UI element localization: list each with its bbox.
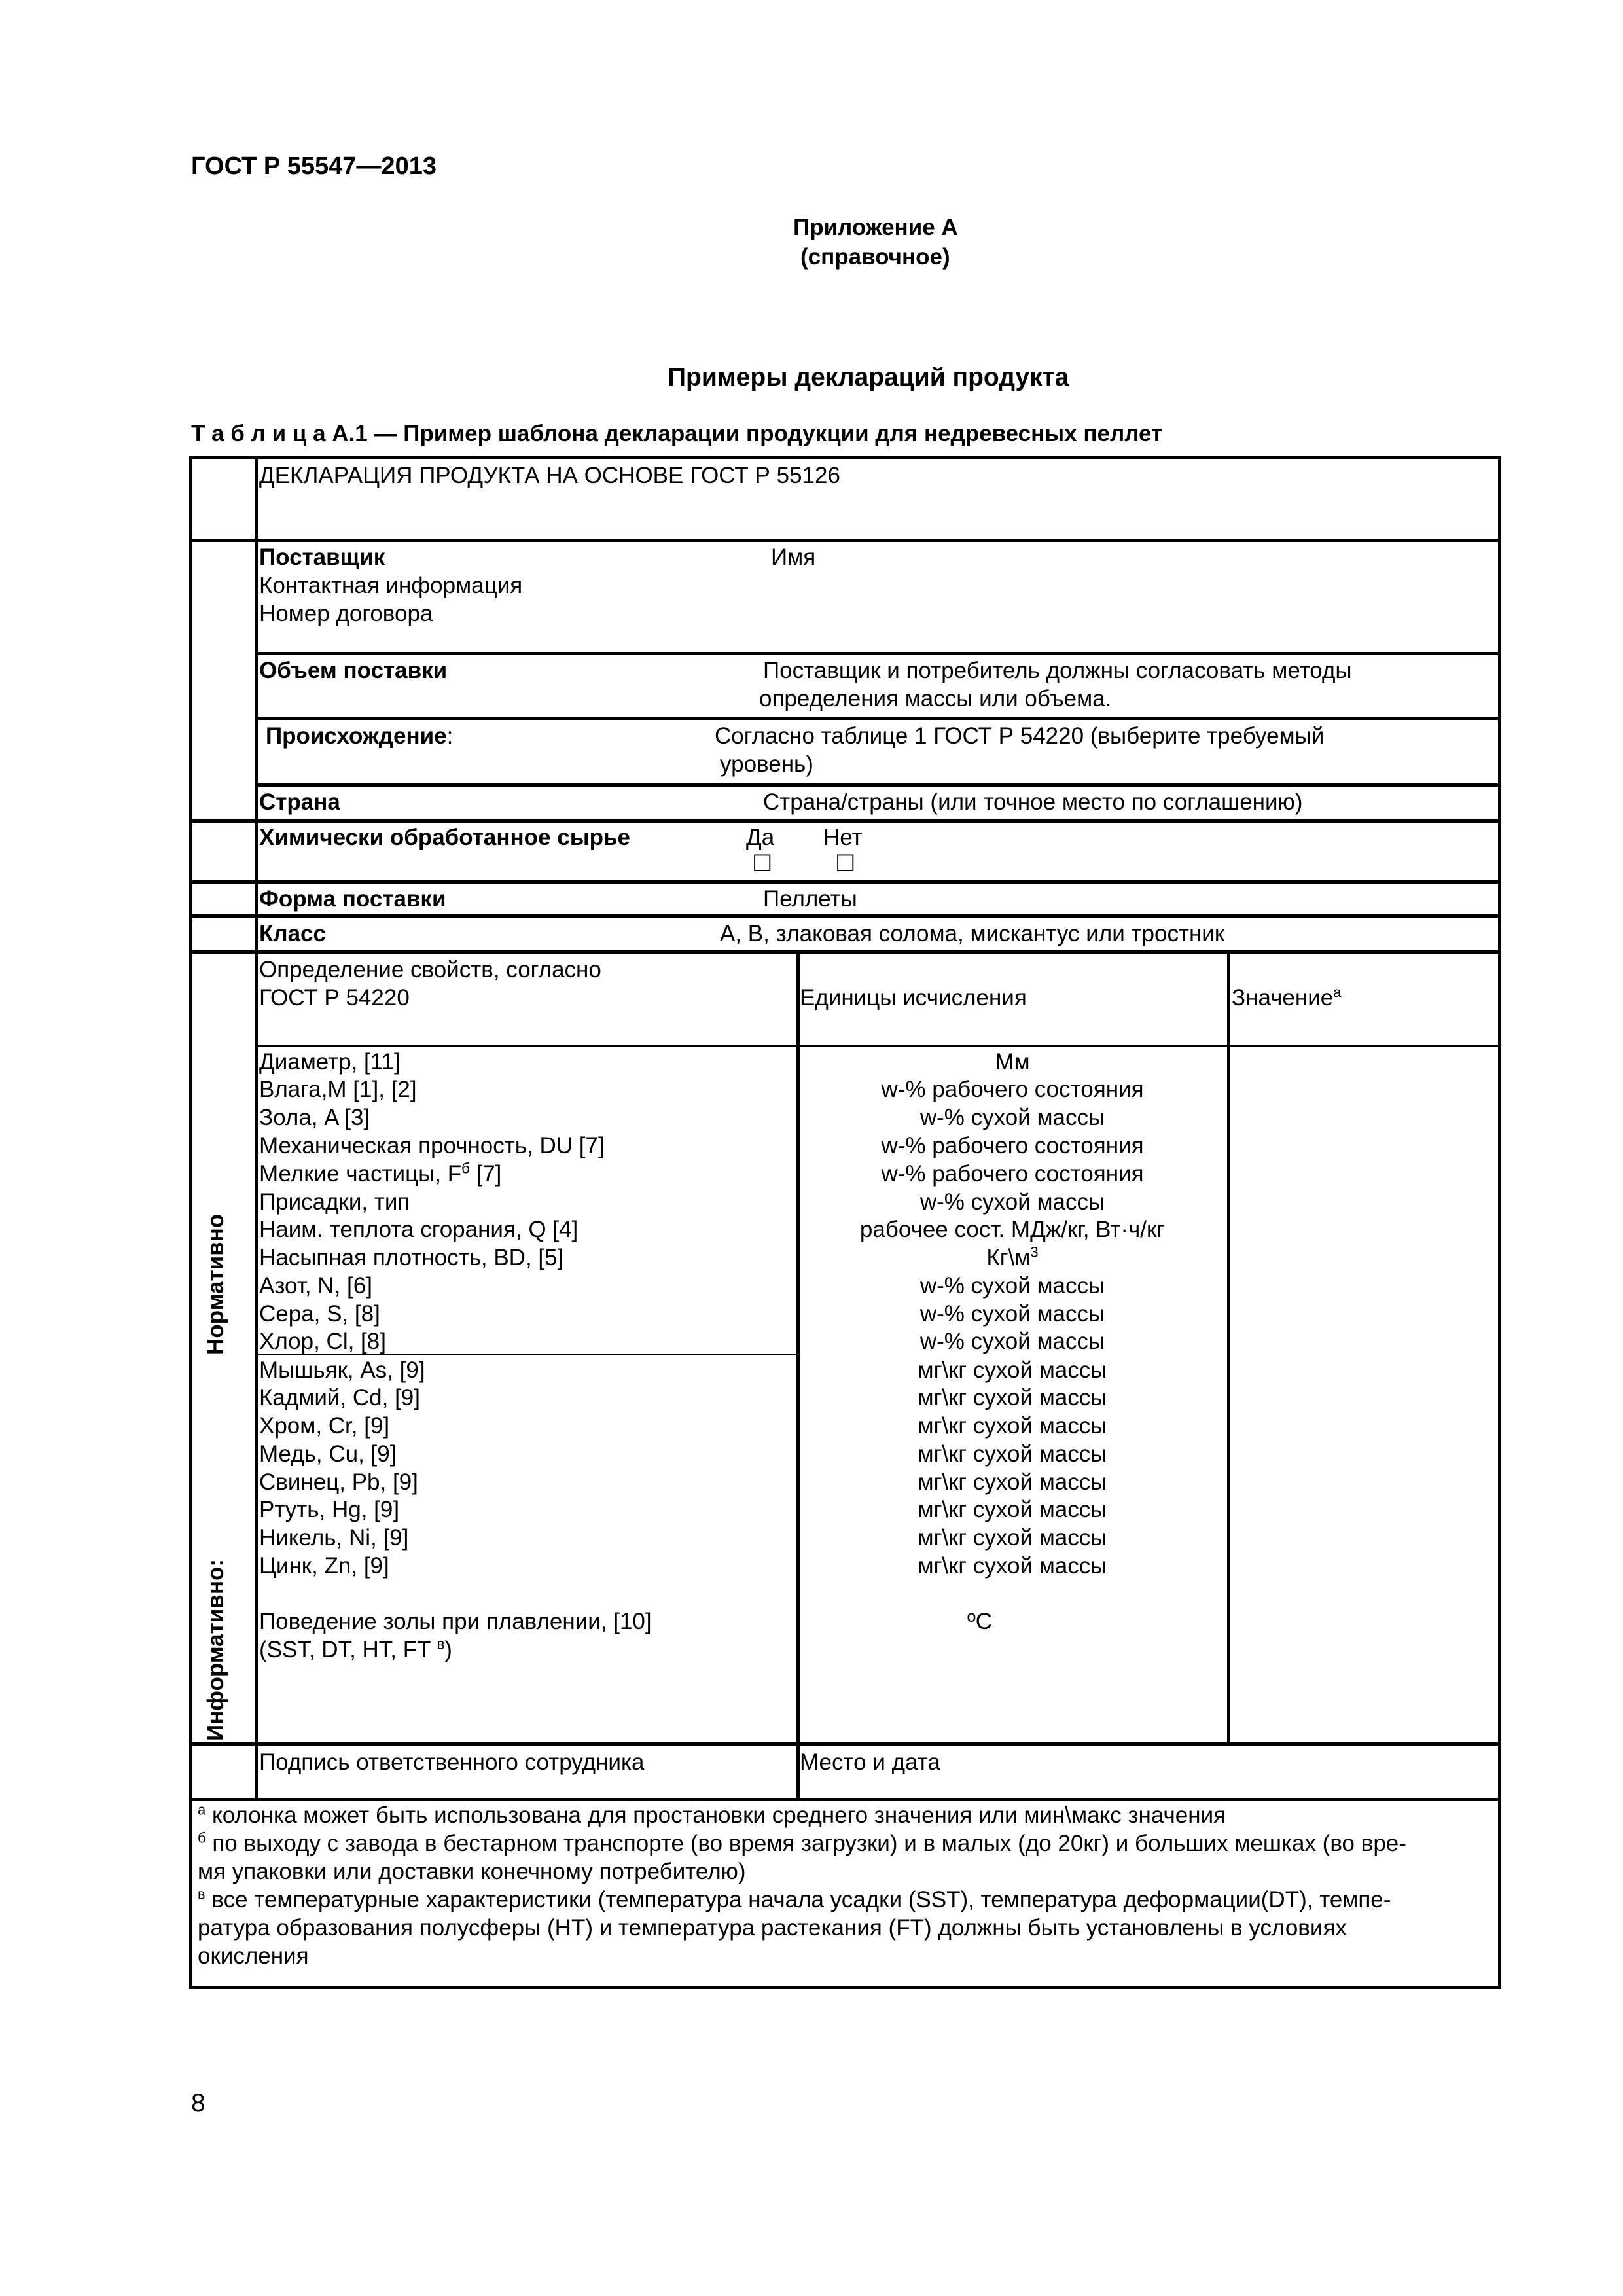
ash-melting-line2 (259, 1636, 452, 1664)
chemical-label: Химически обработанное сырье (259, 825, 630, 850)
properties-header-line2: ГОСТ Р 54220 (259, 985, 410, 1011)
informative-label: Информативно: (203, 1558, 228, 1741)
chemical-yes-checkbox[interactable]: ☐ (752, 851, 773, 876)
row-line (256, 1045, 1500, 1047)
supplier-label: Поставщик (259, 545, 385, 570)
form-label: Форма поставки (259, 886, 446, 912)
prop-fines-text: Мелкие частицы, F (259, 1161, 462, 1187)
unit-bulk-density (800, 1244, 1225, 1272)
unit-calorific: рабочее сост. МДж/кг, Вт·ч/кг (859, 1217, 1166, 1242)
unit-lead: мг\кг сухой массы (918, 1469, 1107, 1495)
prop-nitrogen: Азот, N, [6] (259, 1273, 372, 1299)
prop-zinc: Цинк, Zn, [9] (259, 1553, 389, 1579)
origin-value-line1: Согласно таблице 1 ГОСТ Р 54220 (выберите требуемый (715, 723, 1325, 749)
supplier-name-label: Имя (771, 545, 816, 570)
prop-chlorine: Хлор, Cl, [8] (259, 1329, 386, 1354)
ash-melting-line1: Поведение золы при плавлении, [10] (259, 1609, 652, 1634)
row-line (189, 819, 1501, 823)
value-header-sup: а (1333, 984, 1342, 1001)
row-line (189, 1742, 1501, 1746)
unit-sulfur: w-% сухой массы (919, 1301, 1105, 1327)
footnote-b-text: по выходу с завода в бестарном транспорте (во время загрузки) и в малых (до 20кг) и больших мешках (во вре- (212, 1831, 1406, 1856)
units-header: Единицы исчисления (800, 985, 1027, 1011)
unit-bulk-density-sup: 3 (1030, 1244, 1039, 1261)
footnote-c-text: все температурные характеристики (температура начала усадки (SST), температура деформации(DT), темпе- (211, 1887, 1391, 1912)
prop-fines-tail: [7] (469, 1161, 502, 1187)
normative-label: Нормативно (203, 1213, 228, 1355)
class-label: Класс (259, 921, 326, 946)
country-value: Страна/страны (или точное место по соглашению) (763, 789, 1303, 815)
origin-label: Происхождение (266, 723, 447, 749)
footnote-c-mark: в (198, 1886, 205, 1903)
prop-nickel: Никель, Ni, [9] (259, 1525, 409, 1551)
value-header-text: Значение (1232, 985, 1334, 1011)
place-date-label: Место и дата (800, 1749, 940, 1775)
footnote-c-line2: ратура образования полусферы (HT) и температура растекания (FT) должны быть установлены в условиях (198, 1915, 1347, 1941)
origin-label-wrap (266, 722, 453, 750)
row-line (189, 950, 1501, 954)
section-title: Примеры деклараций продукта (668, 363, 1069, 391)
prop-durability: Механическая прочность, DU [7] (259, 1133, 605, 1158)
ash-melting-tail: ) (444, 1637, 452, 1662)
table-caption-text: А.1 — Пример шаблона декларации продукции для недревесных пеллет (332, 421, 1163, 446)
properties-header-line1: Определение свойств, согласно (259, 957, 601, 982)
column-line (1227, 952, 1230, 1744)
table-caption-prefix: Т а б л и ц а (191, 421, 326, 446)
declaration-title: ДЕКЛАРАЦИЯ ПРОДУКТА НА ОСНОВЕ ГОСТ Р 55126 (259, 463, 840, 488)
chemical-no-label: Нет (823, 825, 863, 850)
volume-value-line2: определения массы или объема. (759, 686, 1112, 711)
unit-mercury: мг\кг сухой массы (918, 1497, 1107, 1522)
document-code: ГОСТ Р 55547—2013 (191, 152, 437, 180)
footnote-c-line3: окисления (198, 1943, 309, 1969)
unit-ash-melting: ºC (967, 1609, 993, 1634)
footnote-b-line2: мя упаковки или доставки конечному потребителю) (198, 1859, 746, 1884)
prop-lead: Свинец, Pb, [9] (259, 1469, 418, 1495)
volume-value-line1: Поставщик и потребитель должны согласовать методы (763, 658, 1352, 683)
row-line (189, 539, 1501, 542)
unit-moisture: w-% рабочего состояния (881, 1077, 1144, 1102)
chemical-no-checkbox[interactable]: ☐ (835, 851, 856, 876)
ash-melting-sup: в (437, 1636, 445, 1653)
prop-mercury: Ртуть, Hg, [9] (259, 1497, 400, 1522)
footnote-c-line1 (198, 1886, 1391, 1914)
volume-label: Объем поставки (259, 658, 448, 683)
unit-chlorine: w-% сухой массы (919, 1329, 1105, 1354)
footnote-a (198, 1801, 1226, 1829)
unit-durability: w-% рабочего состояния (881, 1133, 1144, 1158)
unit-nitrogen: w-% сухой массы (919, 1273, 1105, 1299)
signature-label: Подпись ответственного сотрудника (259, 1749, 645, 1775)
origin-colon: : (446, 723, 454, 749)
unit-fines: w-% рабочего состояния (881, 1161, 1144, 1187)
footnote-b-mark: б (198, 1829, 206, 1846)
prop-calorific: Наим. теплота сгорания, Q [4] (259, 1217, 579, 1242)
appendix-subtitle: (справочное) (800, 244, 950, 270)
table-border-right (1498, 456, 1501, 1989)
unit-zinc: мг\кг сухой массы (918, 1553, 1107, 1579)
row-line (256, 783, 1501, 787)
unit-chromium: мг\кг сухой массы (918, 1413, 1107, 1439)
prop-sulfur: Сера, S, [8] (259, 1301, 380, 1327)
footnote-a-mark: а (198, 1801, 206, 1818)
side-column-divider (255, 456, 258, 1801)
prop-moisture: Влага,M [1], [2] (259, 1077, 417, 1102)
prop-bulk-density: Насыпная плотность, BD, [5] (259, 1245, 564, 1270)
footnote-a-text: колонка может быть использована для простановки среднего значения или мин\макс значения (211, 1803, 1226, 1828)
unit-diameter: Мм (995, 1049, 1030, 1075)
unit-additives: w-% сухой массы (919, 1189, 1105, 1215)
row-line (189, 880, 1501, 884)
unit-arsenic: мг\кг сухой массы (918, 1357, 1107, 1383)
prop-additives: Присадки, тип (259, 1189, 410, 1215)
prop-arsenic: Мышьяк, As, [9] (259, 1357, 425, 1383)
unit-nickel: мг\кг сухой массы (918, 1525, 1107, 1551)
origin-value-line2: уровень) (720, 751, 813, 777)
page-number: 8 (191, 2089, 205, 2117)
appendix-title: Приложение А (793, 215, 958, 240)
footnote-b-line1 (198, 1829, 1406, 1857)
row-line (189, 914, 1501, 918)
table-border-top (189, 456, 1501, 459)
prop-ash: Зола, A [3] (259, 1105, 370, 1130)
table-border-left (189, 456, 192, 1989)
supplier-contact: Контактная информация (259, 573, 523, 598)
form-value: Пеллеты (763, 886, 857, 912)
ash-melting-line2-text: (SST, DT, HT, FT (259, 1637, 437, 1662)
prop-chromium: Хром, Cr, [9] (259, 1413, 390, 1439)
row-line (256, 717, 1501, 720)
prop-copper: Медь, Cu, [9] (259, 1441, 397, 1467)
unit-bulk-density-text: Кг\м (986, 1245, 1031, 1270)
unit-copper: мг\кг сухой массы (918, 1441, 1107, 1467)
prop-diameter: Диаметр, [11] (259, 1049, 401, 1075)
supplier-contract: Номер договора (259, 601, 433, 626)
table-caption (191, 421, 1162, 447)
table-border-bottom (189, 1986, 1501, 1989)
unit-cadmium: мг\кг сухой массы (918, 1385, 1107, 1410)
row-line (256, 652, 1501, 655)
prop-fines-sup: б (461, 1160, 470, 1177)
country-label: Страна (259, 789, 340, 815)
class-value: А, В, злаковая солома, мискантус или тростник (720, 921, 1225, 946)
chemical-yes-label: Да (746, 825, 775, 850)
prop-fines (259, 1160, 501, 1188)
prop-cadmium: Кадмий, Cd, [9] (259, 1385, 420, 1410)
value-header (1232, 984, 1341, 1012)
unit-ash: w-% сухой массы (919, 1105, 1105, 1130)
